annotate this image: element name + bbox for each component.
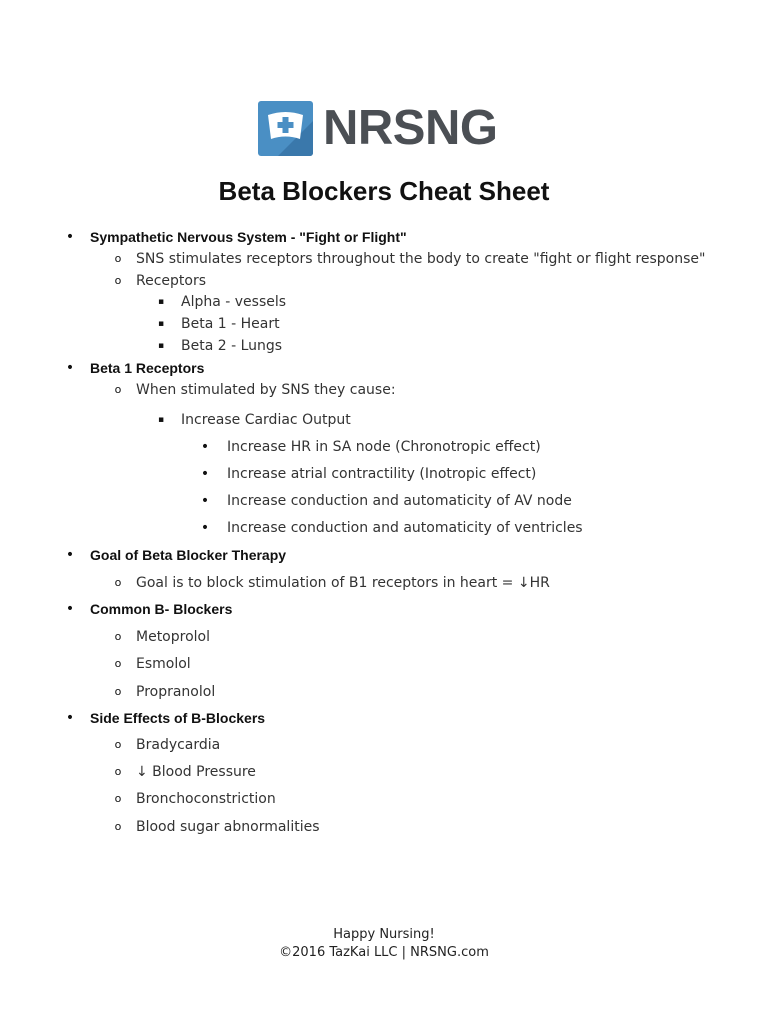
bullet-marker: o	[114, 738, 122, 751]
footer-tagline: Happy Nursing!	[333, 927, 435, 942]
bullet-marker: •	[65, 710, 75, 726]
section-heading: Beta 1 Receptors	[90, 360, 205, 376]
list-item-text: Propranolol	[136, 684, 216, 700]
list-item-text: Increase conduction and automaticity of AV node	[227, 493, 572, 509]
bullet-marker: ▪	[157, 297, 165, 307]
list-item-text: Esmolol	[136, 656, 191, 672]
list-item-text: Metoprolol	[136, 629, 210, 645]
logo-text: NRSNG	[323, 101, 498, 155]
bullet-marker: •	[200, 493, 210, 509]
list-item-text: Beta 1 - Heart	[181, 316, 280, 332]
list-item-text: Increase Cardiac Output	[181, 412, 351, 428]
bullet-marker: •	[65, 229, 75, 245]
bullet-marker: o	[114, 576, 122, 589]
list-item-text: Increase HR in SA node (Chronotropic effect)	[227, 439, 541, 455]
list-item-text: SNS stimulates receptors throughout the body to create "fight or flight response"	[136, 251, 706, 267]
bullet-marker: o	[114, 383, 122, 396]
list-item-text: Bradycardia	[136, 737, 221, 753]
list-item-text: Alpha - vessels	[181, 294, 287, 310]
bullet-marker: o	[114, 765, 122, 778]
bullet-marker: o	[114, 274, 122, 287]
section-heading: Goal of Beta Blocker Therapy	[90, 547, 287, 563]
bullet-marker: •	[65, 547, 75, 563]
bullet-marker: ▪	[157, 415, 165, 425]
list-item-text: Blood sugar abnormalities	[136, 819, 320, 835]
list-item-text: Bronchoconstriction	[136, 791, 276, 807]
bullet-marker: ▪	[157, 341, 165, 351]
bullet-marker: •	[65, 601, 75, 617]
bullet-marker: •	[200, 466, 210, 482]
section-heading: Sympathetic Nervous System - "Fight or Flight"	[90, 229, 407, 245]
footer-copyright: ©2016 TazKai LLC | NRSNG.com	[279, 945, 489, 960]
footer	[0, 926, 768, 962]
bullet-marker: o	[114, 252, 122, 265]
bullet-marker: o	[114, 792, 122, 805]
bullet-marker: •	[65, 360, 75, 376]
bullet-marker: ▪	[157, 319, 165, 329]
bullet-marker: o	[114, 820, 122, 833]
bullet-marker: •	[200, 520, 210, 536]
bullet-marker: •	[200, 439, 210, 455]
list-item-text: Goal is to block stimulation of B1 receptors in heart = ↓HR	[136, 575, 550, 591]
list-item-text: When stimulated by SNS they cause:	[136, 382, 396, 398]
list-item-text: Increase conduction and automaticity of ventricles	[227, 520, 583, 536]
list-item-text: Beta 2 - Lungs	[181, 338, 283, 354]
list-item-text: Increase atrial contractility (Inotropic effect)	[227, 466, 537, 482]
bullet-marker: o	[114, 657, 122, 670]
list-item-text: Receptors	[136, 273, 207, 289]
bullet-marker: o	[114, 685, 122, 698]
bullet-marker: o	[114, 630, 122, 643]
section-heading: Common B- Blockers	[90, 601, 233, 617]
page-title: Beta Blockers Cheat Sheet	[218, 176, 550, 206]
section-heading: Side Effects of B-Blockers	[90, 710, 266, 726]
list-item-text: ↓ Blood Pressure	[136, 764, 256, 780]
